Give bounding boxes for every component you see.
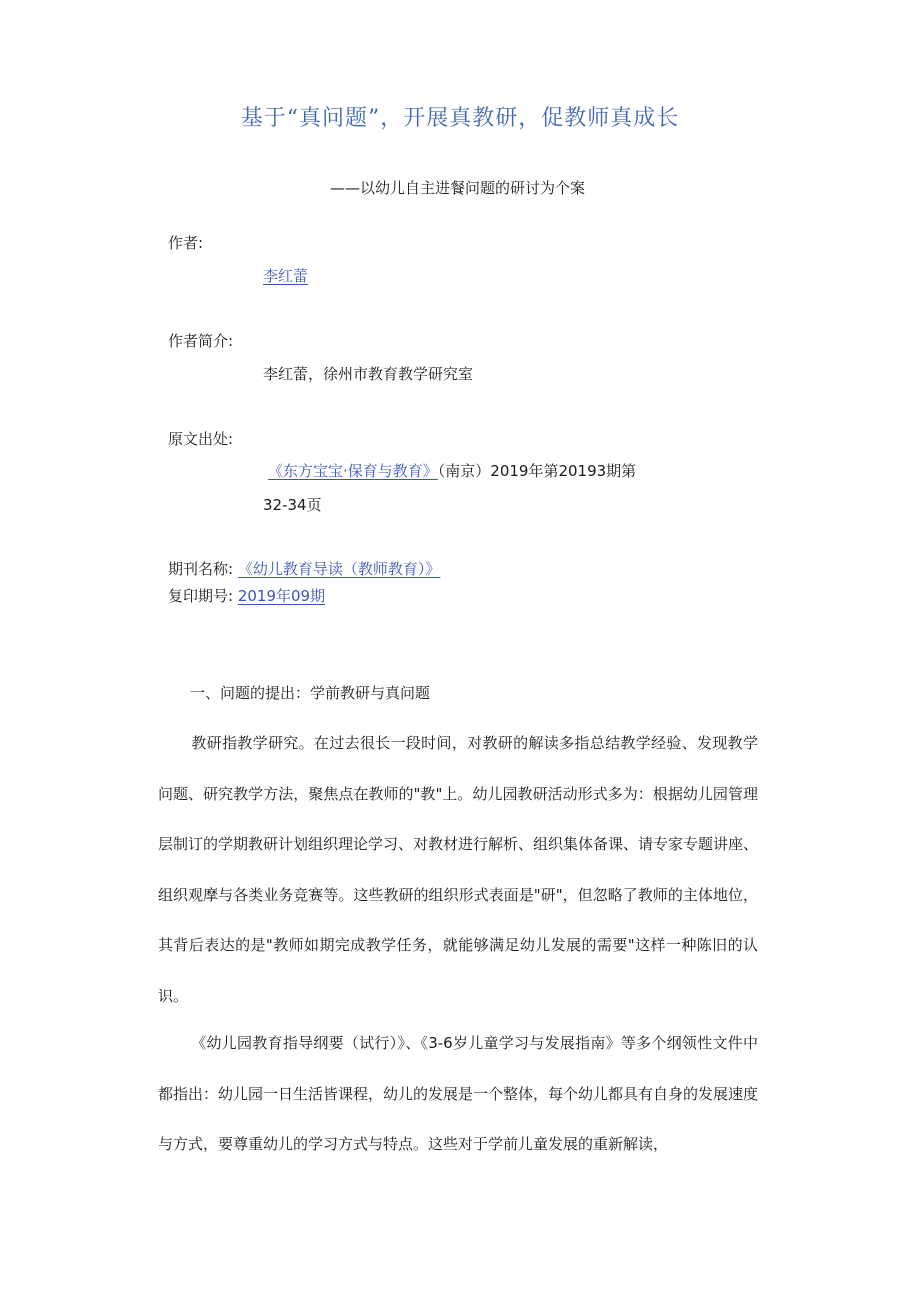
paragraph-text: 教研指教学研究。在过去很长一段时间，对教研的解读多指总结教学经验、发现教学问题、研究教学方法，聚焦点在教师的"教"上。幼儿园教研活动形式多为：根据幼儿园管理层制订的学期教研计划组织理论学习、对教材进行解析、组织集体备课、请专家专题讲座、组织观摩与各类业务竞赛等。这些教研的组织形式表面是"研"，但忽略了教师的主体地位，其背后表达的是"教师如期完成教学任务，就能够满足幼儿发展的需要"这样一种陈旧的认识。	[158, 734, 759, 1005]
author-label: 作者:	[168, 234, 204, 252]
document-subtitle: ——以幼儿自主进餐问题的研讨为个案	[330, 179, 586, 197]
section-heading: 一、问题的提出：学前教研与真问题	[190, 684, 431, 702]
source-journal-link[interactable]: 《东方宝宝·保育与教育》	[268, 462, 438, 480]
body-paragraph	[158, 718, 758, 1021]
author-name-link[interactable]: 李红蕾	[263, 267, 309, 285]
source-details: （南京）2019年第20193期第	[437, 462, 637, 480]
bio-text: 李红蕾，徐州市教育教学研究室	[263, 365, 474, 383]
source-label: 原文出处:	[168, 430, 234, 448]
issue-value-link[interactable]: 2019年09期	[237, 587, 326, 605]
source-pages: 32-34页	[263, 496, 322, 514]
source-line	[268, 460, 636, 481]
issue-row	[168, 585, 325, 606]
body-paragraph	[158, 1018, 758, 1170]
journal-label: 期刊名称:	[168, 560, 234, 578]
paragraph-text: 《幼儿园教育指导纲要（试行）》、《3-6岁儿童学习与发展指南》等多个纲领性文件中都指出：幼儿园一日生活皆课程，幼儿的发展是一个整体，每个幼儿都具有自身的发展速度与方式，要尊重幼儿的学习方式与特点。这些对于学前儿童发展的重新解读，	[158, 1034, 759, 1153]
journal-name-link[interactable]: 《幼儿教育导读（教师教育）》	[237, 560, 441, 578]
journal-row	[168, 558, 440, 579]
issue-label: 复印期号:	[168, 587, 234, 605]
document-title: 基于“真问题”，开展真教研，促教师真成长	[240, 106, 680, 131]
bio-label: 作者简介:	[168, 332, 234, 350]
